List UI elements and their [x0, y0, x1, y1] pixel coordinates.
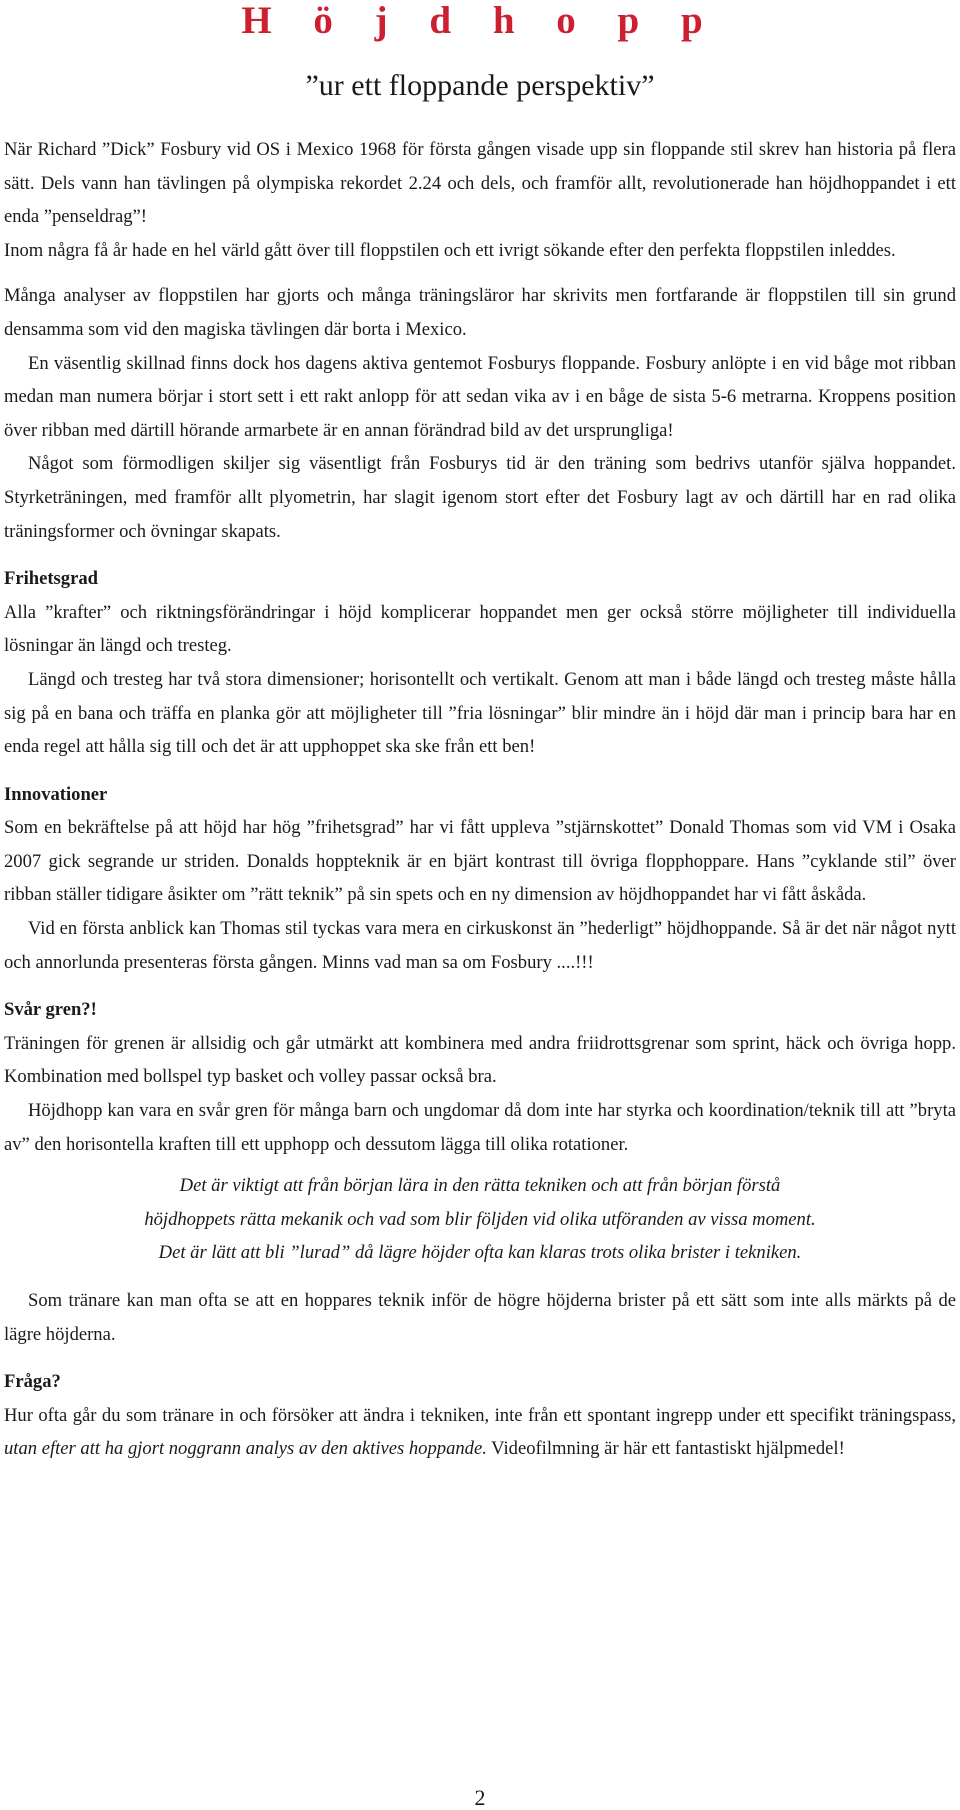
section-heading-innovationer: Innovationer [4, 783, 108, 805]
fraga-text-end: Videofilmning är här ett fantastiskt hjälpmedel! [486, 1438, 845, 1460]
fraga-paragraph [4, 1399, 956, 1466]
section-heading-svar-gren: Svår gren?! [4, 999, 97, 1021]
after-quote-paragraph: Som tränare kan man ofta se att en hoppares teknik inför de högre höjderna brister på ett sätt som inte alls märkts på de lägre höjderna. [4, 1290, 956, 1345]
innovationer-paragraph-1: Som en bekräftelse på att höjd har hög ”frihetsgrad” har vi fått uppleva ”stjärnskottet” Donald Thomas som vid VM i Osaka 2007 gick segrande ur striden. Donalds hoppteknik är en bjärt kontrast till övriga flopphoppare. Hans ”cyklande stil” över ribban ställer tidigare åsikter om ”rätt teknik” på sin spets och en ny dimension av höjdhoppandet har vi fått åskåda. [4, 817, 956, 906]
frihetsgrad-paragraph-1: Alla ”krafter” och riktningsförändringar i höjd komplicerar hoppandet men ger också större möjligheter till individuella lösningar än längd och tresteg. [4, 601, 956, 657]
highlighted-quote [4, 1169, 956, 1270]
quote-line-1: Det är viktigt att från början lära in den rätta tekniken och att från början förstå [179, 1175, 781, 1197]
fraga-text-italic: utan efter att ha gjort noggrann analys av den aktives hoppande. [4, 1438, 487, 1460]
svar-gren-paragraph-1: Träningen för grenen är allsidig och går utmärkt att kombinera med andra friidrottsgrenar som sprint, häck och övriga hopp. Kombination med bollspel typ basket och volley passar också bra. [4, 1032, 956, 1088]
page-subtitle: ”ur ett floppande perspektiv” [305, 69, 655, 102]
analysis-paragraph-3: Något som förmodligen skiljer sig väsentligt från Fosburys tid är den träning som bedrivs utanför själva hoppandet. Styrketräningen, med framför allt plyometrin, har slagit igenom stort efter det Fosbury lagt av och därtill har en rad olika träningsformer och övningar skapats. [4, 453, 956, 542]
quote-line-2: höjdhoppets rätta mekanik och vad som blir följden vid olika utföranden av vissa moment. [144, 1208, 816, 1230]
fraga-text-start: Hur ofta går du som tränare in och försöker att ändra i tekniken, inte från ett spontant ingrepp under ett specifikt träningspass, [4, 1404, 956, 1426]
page-number: 2 [474, 1785, 486, 1810]
analysis-paragraph-2: En väsentlig skillnad finns dock hos dagens aktiva gentemot Fosburys floppande. Fosbury anlöpte i en vid båge mot ribban medan man numera börjar i stort sett i ett rakt anlopp för att sedan vika av i en båge de sista 5-6 metrarna. Kroppens position över ribban med därtill hörande armarbete är en annan förändrad bild av det ursprungliga! [4, 352, 956, 441]
analysis-paragraph-1: Många analyser av floppstilen har gjorts och många träningsläror har skrivits men fortfarande är floppstilen till sin grund densamma som vid den magiska tävlingen där borta i Mexico. [4, 285, 956, 340]
quote-line-3: Det är lätt att bli ”lurad” då lägre höjder ofta kan klaras trots olika brister i tekniken. [158, 1242, 802, 1264]
intro-paragraph-2: Inom några få år hade en hel värld gått över till floppstilen och ett ivrigt sökande efter den perfekta floppstilen inleddes. [4, 239, 896, 261]
intro-paragraph-1: När Richard ”Dick” Fosbury vid OS i Mexico 1968 för första gången visade upp sin floppande stil skrev han historia på flera sätt. Dels vann han tävlingen på olympiska rekordet 2.24 och dels, och framför allt, revolutionerade han höjdhoppandet i ett enda ”penseldrag”! [4, 139, 956, 228]
section-heading-frihetsgrad: Frihetsgrad [4, 568, 98, 590]
page-title: H ö j d h o p p [241, 0, 719, 42]
section-heading-fraga: Fråga? [4, 1371, 61, 1393]
article-body [4, 133, 956, 1466]
innovationer-paragraph-2: Vid en första anblick kan Thomas stil tyckas vara mera en cirkuskonst än ”hederligt” höjdhoppande. Så är det när något nytt och annorlunda presenteras första gången. Minns vad man sa om Fosbury ....!!! [4, 918, 956, 973]
svar-gren-paragraph-2: Höjdhopp kan vara en svår gren för många barn och ungdomar då dom inte har styrka och koordination/teknik till att ”bryta av” den horisontella kraften till ett upphopp och dessutom lägga till olika rotationer. [4, 1100, 956, 1155]
frihetsgrad-paragraph-2: Längd och tresteg har två stora dimensioner; horisontellt och vertikalt. Genom att man i både längd och tresteg måste hålla sig på en bana och träffa en planka gör att möjligheter till ”fria lösningar” blir mindre än i höjd där man i princip bara har en enda regel att hålla sig till och det är att upphoppet ska ske från ett ben! [4, 668, 956, 758]
